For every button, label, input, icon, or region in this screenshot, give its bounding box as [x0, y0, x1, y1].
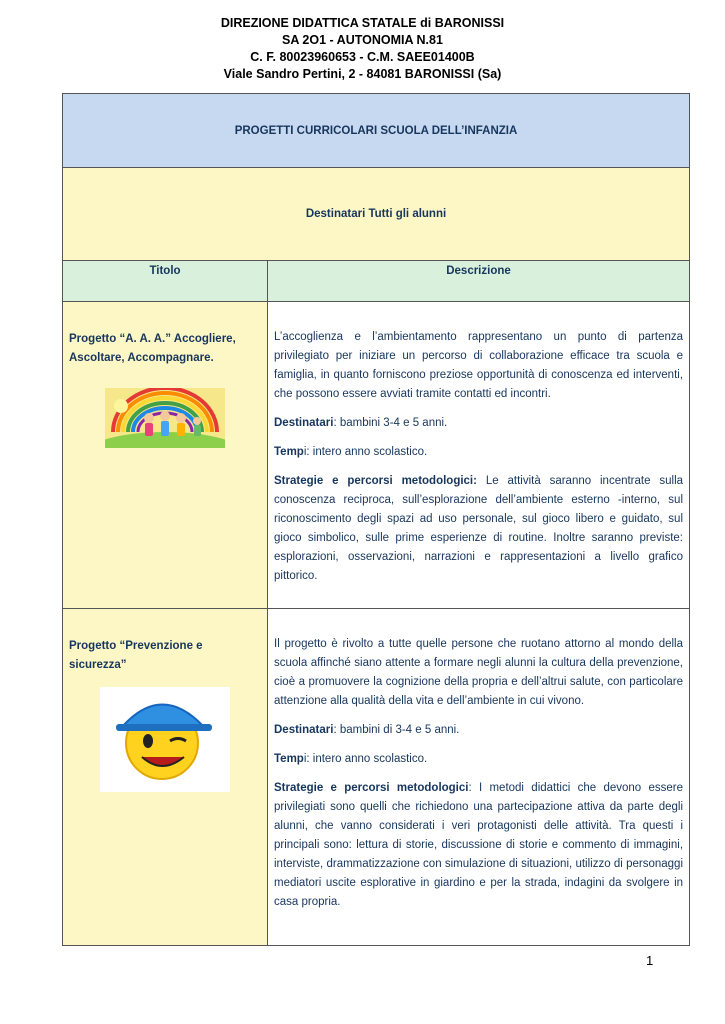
tempi-label: Temp [274, 446, 304, 458]
project-title: Progetto “A. A. A.” Accogliere, Ascoltare, Accompagnare. [69, 333, 236, 364]
table-title: PROGETTI CURRICOLARI SCUOLA DELL’INFANZIA [63, 94, 690, 168]
smiley-helmet-icon [100, 687, 230, 792]
children-rainbow-illustration [105, 388, 225, 448]
header-line-1: DIREZIONE DIDATTICA STATALE di BARONISSI [220, 16, 505, 30]
project-intro: Il progetto è rivolto a tutte quelle persone che ruotano attorno al mondo della scuola affinché siano attente a formare negli alunni la cultura della prevenzione, cioè a promuovere la cognizione della propria e dell’altrui salute, con particolare attenzione alla qualità della vita e dell’ambiente in cui vivono. [274, 638, 684, 707]
strategie-label: Strategie e percorsi metodologici: [274, 475, 477, 487]
destinatari-label: Destinatari [274, 724, 334, 736]
tempi-label: Temp [274, 753, 304, 765]
project-title-cell [63, 302, 268, 609]
header-line-2: SA 2O1 - AUTONOMIA N.81 [282, 33, 443, 47]
page-number: 1 [646, 953, 654, 968]
project-title-cell [63, 609, 268, 946]
header-line-4: Viale Sandro Pertini, 2 - 84081 BARONISSI (Sa) [223, 67, 502, 81]
strategie-label: Strategie e percorsi metodologici [274, 782, 469, 794]
strategie-text: Le attività saranno incentrate sulla conoscenza reciproca, sull’esplorazione dell’ambiente esterno -interno, sul riconoscimento degli spazi ad uso personale, sul gioco libero e guidato, sul gioco simbolico, sulle prime esperienze di routine. Inoltre saranno previste: esplorazioni, osservazioni, narrazioni e rappresentazioni a livello grafico pittorico. [274, 475, 684, 582]
project-intro: L’accoglienza e l’ambientamento rappresentano un punto di partenza privilegiato per iniziare un percorso di collaborazione efficace tra scuola e famiglia, in quanto forniscono preziose opportunità di conoscenza ed interventi, che possono essere avviati tramite contatti ed incontri. [274, 331, 684, 400]
table-row [63, 302, 690, 609]
project-destinatari [274, 721, 683, 740]
project-tempi [274, 443, 683, 462]
smiley-helmet-image [100, 687, 230, 797]
projects-table [62, 93, 690, 946]
column-header-descrizione: Descrizione [268, 261, 690, 302]
project-strategie [274, 779, 683, 912]
destinatari-text: : bambini di 3-4 e 5 anni. [333, 724, 460, 736]
destinatari-label: Destinatari [274, 417, 334, 429]
document-header [0, 15, 725, 83]
tempi-text: i: intero anno scolastico. [303, 446, 428, 458]
children-rainbow-image [105, 388, 225, 453]
header-line-3: C. F. 80023960653 - C.M. SAEE01400B [250, 50, 475, 64]
destinatari-text: : bambini 3-4 e 5 anni. [333, 417, 448, 429]
strategie-text: : I metodi didattici che devono essere privilegiati sono quelli che richiedono una partecipazione attiva da parte degli alunni, che vanno considerati i veri protagonisti delle attività. Tra questi i principali sono: lettura di storie, discussione di storie e commento di immagini, interviste, drammatizzazione con simulazione di situazioni, utilizzo di personaggi mediatori uscite esplorative in giardino e per la strada, indagini da svolgere in casa propria. [274, 782, 684, 908]
project-strategie [274, 472, 683, 586]
project-destinatari [274, 414, 683, 433]
column-header-titolo: Titolo [63, 261, 268, 302]
project-title: Progetto “Prevenzione e sicurezza” [69, 640, 203, 671]
project-description-cell [268, 302, 690, 609]
project-tempi [274, 750, 683, 769]
table-row [63, 609, 690, 946]
project-description-cell [268, 609, 690, 946]
table-destinatari: Destinatari Tutti gli alunni [63, 168, 690, 261]
tempi-text: i: intero anno scolastico. [303, 753, 428, 765]
